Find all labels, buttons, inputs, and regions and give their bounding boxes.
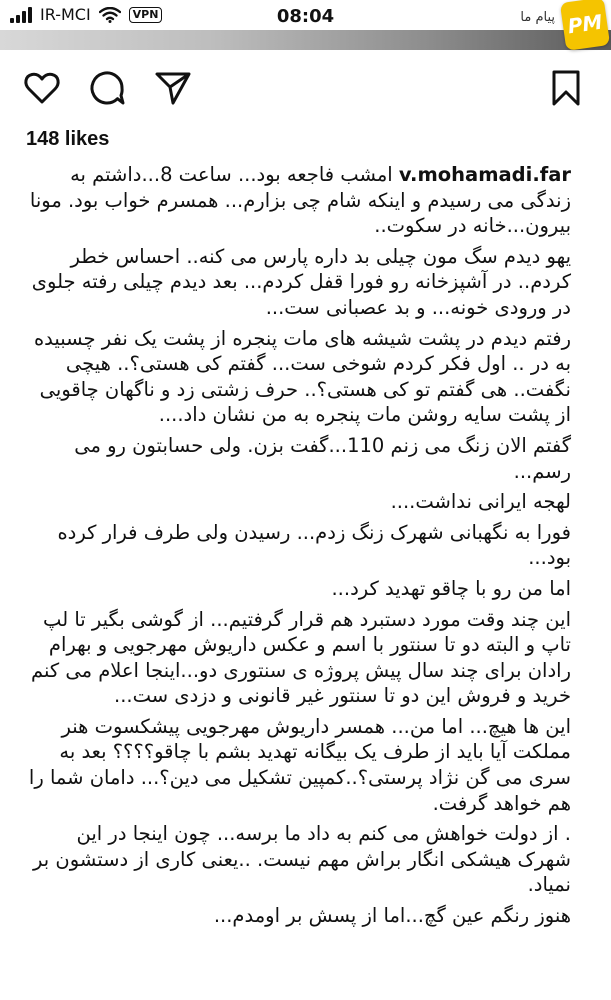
bookmark-icon[interactable] <box>546 68 586 108</box>
post-action-bar <box>0 68 611 112</box>
watermark-site-text: پیام ما <box>520 10 555 25</box>
caption-paragraph: رفتم دیدم در پشت شیشه های مات پنجره از پشت یک نفر چسبیده به در .. اول فکر کردم شوخی ست... گفتم کی هستی؟.. هیچی نگفت.. هی گفتم تو کی هستی؟.. حرف زشتی زد و ناگهان چاقویی از پشت سایه روشن مات پنجره به من نشان داد.... <box>33 326 571 427</box>
caption-paragraph: . از دولت خواهش می کنم به داد ما برسه... چون اینجا در این شهرک هیشکی انگار براش مهم نیست. ..یعنی کاری از دستشون بر نمیاد. <box>33 822 571 897</box>
caption-paragraph <box>26 162 571 239</box>
send-icon[interactable] <box>153 68 193 108</box>
caption-paragraph: این ها هیچ... اما من... همسر داریوش مهرجویی پیشکسوت هنر مملکت آیا باید از طرف یک بیگانه تهدید بشم با چاقو؟؟؟؟ بعد به سری می گن نژاد پرستی؟..کمپین تشکیل می دین؟... دامان شما را هم خواهد گرفت. <box>28 714 571 815</box>
caption-paragraph: گفتم الان زنگ می زنم 110...گفت بزن. ولی حسابتون رو می رسم... <box>74 433 571 483</box>
watermark-strip <box>0 30 611 50</box>
clock: 08:04 <box>276 6 335 27</box>
caption-paragraph: هنوز رنگم عین گچ...اما از پسش بر اومدم... <box>213 904 571 928</box>
comment-icon[interactable] <box>87 68 127 108</box>
caption-paragraph: لهجه ایرانی نداشت.... <box>390 490 571 514</box>
caption-paragraph: یهو دیدم سگ مون چیلی بد داره پارس می کنه.. احساس خطر کردم.. در آشپزخانه رو فورا قفل کردم... بعد دیدم چیلی رفته جلوی در ورودی خونه... و بد عصبانی ست... <box>31 244 571 319</box>
status-bar <box>0 0 611 30</box>
likes-count[interactable]: 148 likes <box>26 128 110 150</box>
username-link[interactable]: v.mohamadi.far <box>398 163 571 186</box>
caption-paragraph: اما من رو با چاقو تهدید کرد... <box>331 576 571 600</box>
caption-text: امشب فاجعه بود... ساعت 8...داشتم به زندگی می رسیدم و اینکه شام چی بزارم... همسرم خواب بود. مونا بیرون...خانه در سکوت.. <box>29 163 571 238</box>
caption-paragraph: فورا به نگهبانی شهرک زنگ زدم... رسیدن ولی طرف فرار کرده بود... <box>57 520 571 570</box>
carrier-label: IR-MCI <box>40 5 91 24</box>
caption-paragraph: این چند وقت مورد دستبرد هم قرار گرفتیم... از گوشی بگیر تا لپ تاپ و البته دو تا سنتور با اسم و عکس داریوش مهرجویی و بهرام رادان برای چند سال پیش پروژه ی سنتوری دو...اینجا اعلام می کنم خرید و فروش این دو تا سنتور غیر قانونی و دزدی ست... <box>30 607 571 708</box>
watermark-logo <box>560 0 610 51</box>
heart-icon[interactable] <box>22 68 62 108</box>
post-caption <box>26 162 571 934</box>
watermark-logo-text: PM <box>566 9 604 39</box>
vpn-badge: VPN <box>129 7 163 23</box>
